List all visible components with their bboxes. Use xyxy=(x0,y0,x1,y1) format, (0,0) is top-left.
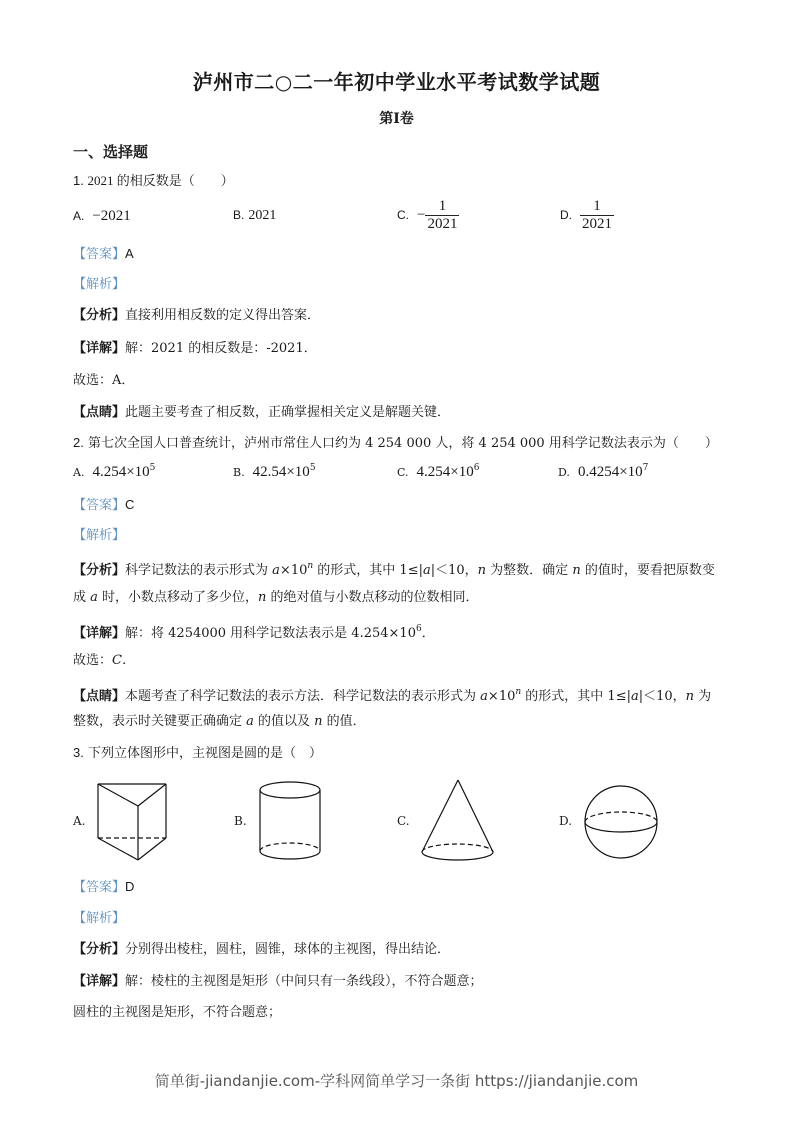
fraction: $\frac{1}{2021}$ xyxy=(582,198,612,232)
q2-option-c: C. $4.254\times 10^6$ xyxy=(397,463,480,480)
q2-fenxi-line1: 【分析】科学记数法的表示形式为 $a\times 10^n$ 的形式，其中 1≤|a|＜10，n 为整数．确定 n 的值时，要看把原数变 xyxy=(73,561,715,578)
q3-option-d-label: D. xyxy=(559,814,573,828)
q2-fenxi-line2: 成 a 时，小数点移动了多少位，n 的绝对值与小数点移动的位数相同． xyxy=(73,590,479,605)
q1-fenxi: 【分析】直接利用相反数的定义得出答案． xyxy=(73,308,321,323)
q2-xiangjie: 【详解】解：将 4254000 用科学记数法表示是 $4.254\times 10^6$． xyxy=(73,624,435,641)
question-number: 1. xyxy=(73,173,84,188)
q3-continued: 圆柱的主视图是矩形，不符合题意； xyxy=(73,1005,282,1020)
q1-option-d: D. $\frac{1}{2021}$ xyxy=(560,198,612,232)
q1-option-b: B. 2021 xyxy=(233,208,277,223)
section-heading: 一、选择题 xyxy=(73,143,149,161)
q1-option-a: A. −2021 xyxy=(73,208,131,224)
q2-dianjing-line2: 整数，表示时关键要正确确定 a 的值以及 n 的值． xyxy=(73,714,366,729)
question-3-stem: 3. 下列立体图形中，主视图是圆的是（ ） xyxy=(73,745,322,761)
q2-option-a: A. $4.254\times 10^5$ xyxy=(73,463,156,480)
q1-option-c: C. − $\frac{1}{2021}$ xyxy=(397,198,458,232)
question-text: 2021 的相反数是（ ） xyxy=(87,173,234,188)
q3-option-b-label: B. xyxy=(234,814,247,828)
triangular-prism-icon xyxy=(96,782,172,864)
q1-dianjing: 【点睛】此题主要考查了相反数，正确掌握相关定义是解题关键． xyxy=(73,405,451,420)
q3-option-a-label: A. xyxy=(73,814,86,828)
q3-analysis-label: 【解析】 xyxy=(73,911,126,926)
q1-answer: 【答案】A xyxy=(73,246,134,262)
sphere-icon xyxy=(583,784,661,862)
cylinder-icon xyxy=(258,780,324,864)
q1-choice: 故选：A． xyxy=(73,373,135,388)
q2-option-d: D. $0.4254\times 10^7$ xyxy=(558,463,649,480)
q3-answer: 【答案】D xyxy=(73,879,135,895)
q2-dianjing-line1: 【点睛】本题考查了科学记数法的表示方法．科学记数法的表示形式为 $a\times 10^n$ 的形式，其中 1≤|a|＜10，n 为 xyxy=(73,687,712,704)
q3-option-c-label: C. xyxy=(397,814,410,828)
q1-analysis-label: 【解析】 xyxy=(73,277,126,292)
q2-analysis-label: 【解析】 xyxy=(73,528,126,543)
question-2-stem: 2. 第七次全国人口普查统计，泸州市常住人口约为 4 254 000 人，将 4 254 000 用科学记数法表示为（ ） xyxy=(73,435,718,451)
volume-subtitle: 第I卷 xyxy=(379,111,414,127)
fraction: $\frac{1}{2021}$ xyxy=(427,198,458,232)
q1-xiangjie: 【详解】解：2021 的相反数是：-2021． xyxy=(73,341,317,356)
q2-option-b: B. $42.54\times 10^5$ xyxy=(233,463,316,480)
q2-choice: 故选：C． xyxy=(73,653,135,668)
cone-icon xyxy=(420,778,500,866)
page-title: 泸州市二○二一年初中学业水平考试数学试题 xyxy=(192,70,601,94)
q2-answer: 【答案】C xyxy=(73,497,135,513)
footer-watermark: 简单街-jiandanjie.com-学科网简单学习一条街 https://jiandanjie.com xyxy=(154,1072,639,1090)
question-1-stem xyxy=(73,172,234,190)
q3-fenxi: 【分析】分别得出棱柱，圆柱，圆锥，球体的主视图，得出结论． xyxy=(73,942,451,957)
q3-xiangjie: 【详解】解：棱柱的主视图是矩形（中间只有一条线段），不符合题意； xyxy=(73,974,483,989)
